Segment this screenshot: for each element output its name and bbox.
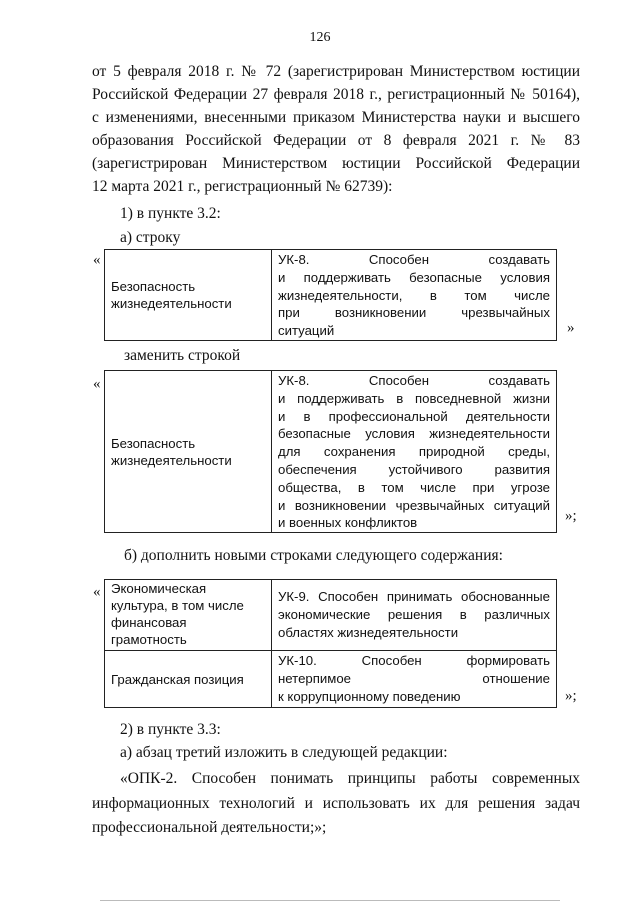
old-row-line: при возникновении чрезвычайных: [278, 305, 550, 321]
quote-close-1: »: [567, 320, 575, 336]
old-row-line: ситуаций: [278, 323, 335, 339]
old-row-description: [272, 250, 557, 341]
intro-line-5: (зарегистрирован Министерством юстиции Российской Федерации: [92, 155, 580, 172]
page-number: 126: [309, 30, 331, 45]
new-row-description: [272, 371, 557, 533]
added-row-line: к коррупционному поведению: [278, 688, 461, 704]
intro-line-4: образования Российской Федерации от 8 февраля 2021 г. № 83: [92, 132, 580, 149]
table-row: [105, 580, 557, 651]
table-row: [105, 250, 557, 341]
new-row-competence-area: Безопасность жизнедеятельности: [105, 371, 272, 533]
new-row-line: общества, в том числе при угрозе: [278, 479, 550, 495]
new-row-line: и поддерживать в повседневной жизни: [278, 390, 550, 406]
item-2: 2) в пункте 3.3:: [120, 721, 221, 738]
added-row-line: нетерпимое отношение: [278, 670, 550, 686]
added-row-line: УК-10. Способен формировать: [278, 653, 550, 668]
new-row-line: для сохранения природной среды,: [278, 444, 550, 460]
intro-line-6: 12 марта 2021 г., регистрационный № 62739):: [92, 178, 393, 195]
old-row-line: УК-8. Способен создавать: [278, 252, 550, 267]
old-row-line: жизнедеятельности, в том числе: [278, 287, 550, 303]
table-row: [105, 371, 557, 533]
added-row-line: УК-9. Способен принимать обоснованные: [278, 589, 550, 604]
added-row-1-description: [272, 580, 557, 651]
new-row-line: и возникновении чрезвычайных ситуаций: [278, 497, 550, 513]
new-row-line: обеспечения устойчивого развития: [278, 461, 550, 477]
item-1: 1) в пункте 3.2:: [120, 205, 221, 222]
added-row-1-area: Экономическая культура, в том числе финансовая грамотность: [105, 580, 272, 651]
intro-line-2: Российской Федерации 27 февраля 2018 г., регистрационный № 50164),: [92, 86, 580, 103]
added-row-2-area: Гражданская позиция: [105, 651, 272, 708]
new-row-table: [104, 370, 557, 533]
table-row: [105, 651, 557, 708]
new-row-line: и военных конфликтов: [278, 515, 418, 531]
added-row-line: областях жизнедеятельности: [278, 624, 459, 640]
quote-close-3: »;: [565, 688, 577, 704]
old-row-competence-area: Безопасность жизнедеятельности: [105, 250, 272, 341]
sub-b: б) дополнить новыми строками следующего содержания:: [124, 547, 503, 564]
sub-a-para: а) абзац третий изложить в следующей редакции:: [120, 744, 448, 761]
intro-line-1: от 5 февраля 2018 г. № 72 (зарегистрирован Министерством юстиции: [92, 63, 580, 80]
new-row-line: УК-8. Способен создавать: [278, 373, 550, 388]
opk-line-2: информационных технологий и использовать их для решения задач: [92, 795, 580, 812]
quote-close-2: »;: [565, 508, 577, 524]
intro-line-3: с изменениями, внесенными приказом Министерства науки и высшего: [92, 109, 580, 126]
old-row-line: и поддерживать безопасные условия: [278, 269, 550, 285]
old-row-table: [104, 249, 557, 341]
sub-a-row: а) строку: [120, 229, 181, 246]
added-rows-table: [104, 579, 557, 708]
bottom-divider: [100, 900, 560, 901]
opk-line-1: «ОПК-2. Способен понимать принципы работы современных: [120, 770, 580, 787]
added-row-line: экономические решения в различных: [278, 606, 550, 622]
quote-open-3: «: [93, 584, 101, 600]
new-row-line: безопасные условия жизнедеятельности: [278, 426, 550, 442]
quote-open-2: «: [93, 376, 101, 392]
quote-open-1: «: [93, 252, 101, 268]
opk-line-3: профессиональной деятельности;»;: [92, 819, 327, 836]
new-row-line: и в профессиональной деятельности: [278, 408, 550, 424]
added-row-2-description: [272, 651, 557, 708]
replace-with-text: заменить строкой: [124, 347, 241, 364]
